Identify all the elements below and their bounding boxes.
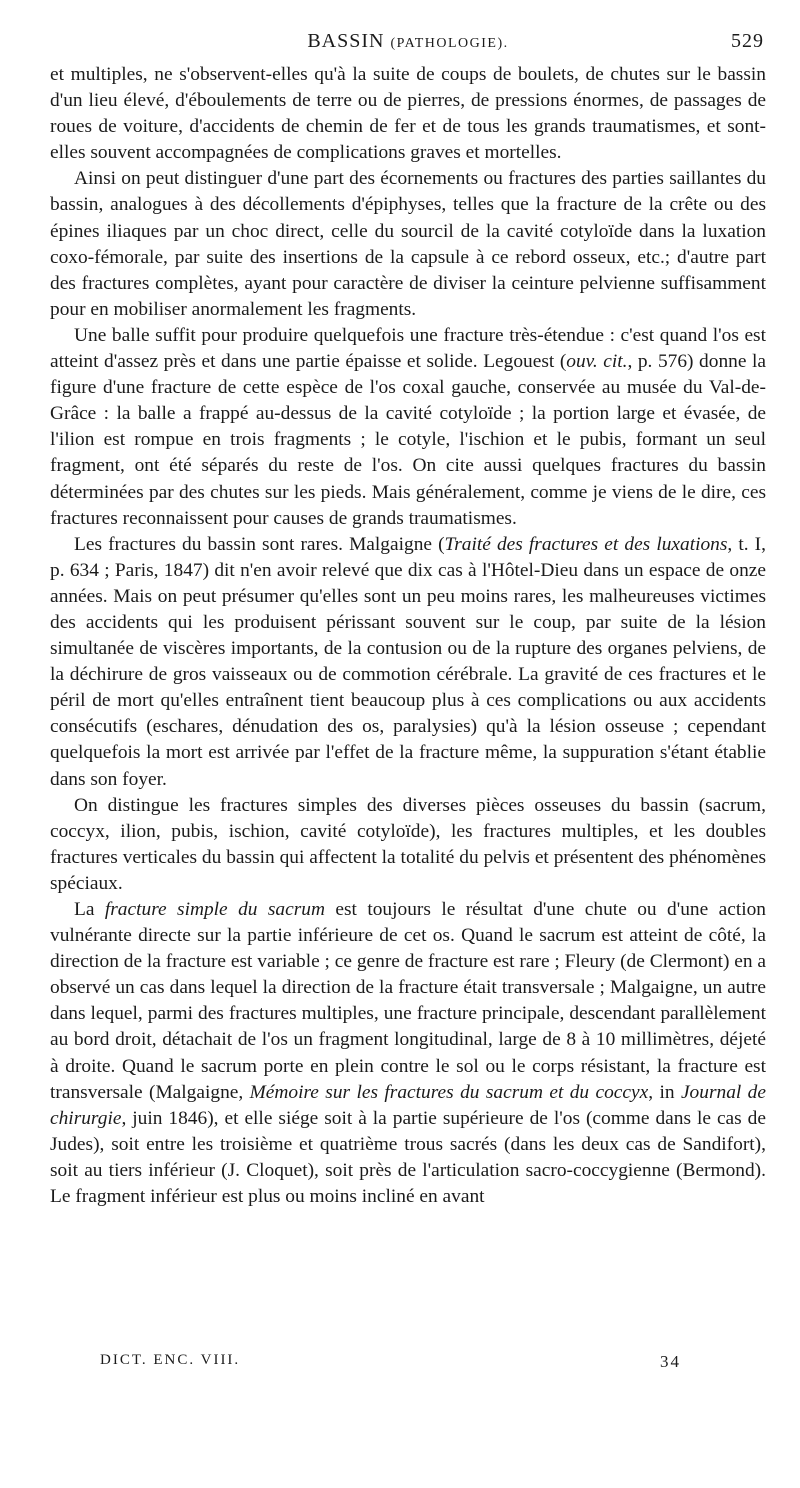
text-run: La	[74, 899, 105, 920]
paragraph	[50, 897, 766, 1210]
paragraph	[50, 166, 766, 323]
paragraph	[50, 62, 766, 166]
text-run: , in	[648, 1081, 681, 1103]
italic-text: ouv. cit.	[566, 351, 628, 373]
text-run: et multiples, ne s'observent-elles qu'à la suite de coups de boulets, de chutes sur le bassin d'un lieu élevé, d'éboulements de terre ou de pierres, de pressions énormes, de passages de roues de voiture, d'accidents de chemin de fer et de tous les grands traumatismes, et sont-elles souvent accompagnées de complications graves et mortelles.	[50, 64, 766, 164]
running-header	[52, 30, 764, 58]
text-run: Les fractures du bassin sont rares. Malgaigne (	[74, 533, 445, 555]
header-subtitle: (PATHOLOGIE).	[390, 36, 509, 51]
italic-text: Journal de chirurgie	[50, 1081, 766, 1129]
text-run: est toujours le résultat d'une chute ou d'une action vulnérante directe sur la partie inférieure de cet os. Quand le sacrum est atteint de côté, la direction de la fracture est variable ; ce genre de fracture est rare ; Fleury (de Clermont) en a observé un cas dans lequel la direction de la fracture était transversale ; Malgaigne, un autre dans lequel, parmi des fractures multiples, une fracture principale, descendant parallèlement au bord droit, détachait de l'os un fragment longitudinal, large de 8 à 10 millimètres, déjeté à droite. Quand le sacrum porte en plein contre le sol ou le corps résistant, la fracture est transversale (Malgaigne,	[50, 899, 767, 1103]
text-run: Une balle suffit pour produire quelquefois une fracture très-étendue : c'est quand l'os est atteint d'assez près et dans une partie épaisse et solide. Legouest (	[50, 324, 766, 373]
italic-text: Traité des fractures et des luxations	[444, 533, 728, 555]
text-run: , t. I, p. 634 ; Paris, 1847) dit n'en avoir relevé que dix cas à l'Hôtel-Dieu dans un espace de onze années. Mais on peut présumer qu'elles sont un peu moins rares, les malheureuses victimes des accidents qui les produisent périssant souvent sur le coup, par suite de la lésion simultanée de viscères importants, de la contusion ou de la rupture des organes pelviens, de la déchirure de gros vaisseaux ou de commotion cérébrale. La gravité de ces fractures et le péril de mort qu'elles entraînent tient beaucoup plus à ces complications ou aux accidents consécutifs (eschares, dénudation des os, paralysies) qu'à la lésion osseuse ; cependant quelquefois la mort est arrivée par l'effet de la fracture même, la suppuration s'étant établie dans son foyer.	[50, 533, 766, 790]
text-run: , juin 1846), et elle siége soit à la partie supérieure de l'os (comme dans le cas de Judes), soit entre les troisième et quatrième trous sacrés (dans les deux cas de Sandifort), soit au tiers inférieur (J. Cloquet), soit près de l'articulation sacro-coccygienne (Bermond). Le fragment inférieur est plus ou moins incliné en avant	[50, 1107, 766, 1208]
sheet-number: 34	[660, 1352, 681, 1371]
text-run: On distingue les fractures simples des diverses pièces osseuses du bassin (sacrum, coccyx, ilion, pubis, ischion, cavité cotyloïde), les fractures multiples, et les doubles fractures verticales du bassin qui affectent la totalité du pelvis et présentent des phénomènes spéciaux.	[50, 794, 766, 894]
paragraph	[50, 793, 766, 897]
text-run: , p. 576) donne la figure d'une fracture de cette espèce de l'os coxal gauche, conservée au musée du Val-de-Grâce : la balle a frappé au-dessus de la cavité cotyloïde ; la portion large et évasée, de l'ilion est rompue en trois fragments ; le cotyle, l'ischion et le pubis, formant un seul fragment, ont été séparés du reste de l'os. On cite aussi quelques fractures du bassin déterminées par des chutes sur les pieds. Mais généralement, comme je viens de le dire, ces fractures reconnaissent pour causes de grands traumatismes.	[50, 351, 766, 529]
body-text	[50, 62, 766, 1210]
running-title	[52, 30, 764, 53]
italic-text: fracture simple du sacrum	[104, 899, 325, 920]
italic-text: Mémoire sur les fractures du sacrum et du coccyx	[249, 1081, 649, 1103]
text-run: Ainsi on peut distinguer d'une part des écornements ou fractures des parties saillantes du bassin, analogues à des décollements d'épiphyses, telles que la fracture de la crête ou des épines iliaques par un choc direct, celle du sourcil de la cavité cotyloïde dans la luxation coxo-fémorale, par suite des insertions de la capsule à ce rebord osseux, etc.; d'autre part des fractures complètes, ayant pour caractère de diviser la ceinture pelvienne suffisamment pour en mobiliser anormalement les fragments.	[50, 168, 766, 320]
paragraph	[50, 323, 766, 532]
paragraph	[50, 532, 766, 793]
header-title: BASSIN	[307, 30, 385, 52]
signature-mark: DICT. ENC. VIII.	[100, 1352, 241, 1368]
page-footer	[100, 1352, 700, 1376]
page-number: 529	[731, 30, 764, 52]
